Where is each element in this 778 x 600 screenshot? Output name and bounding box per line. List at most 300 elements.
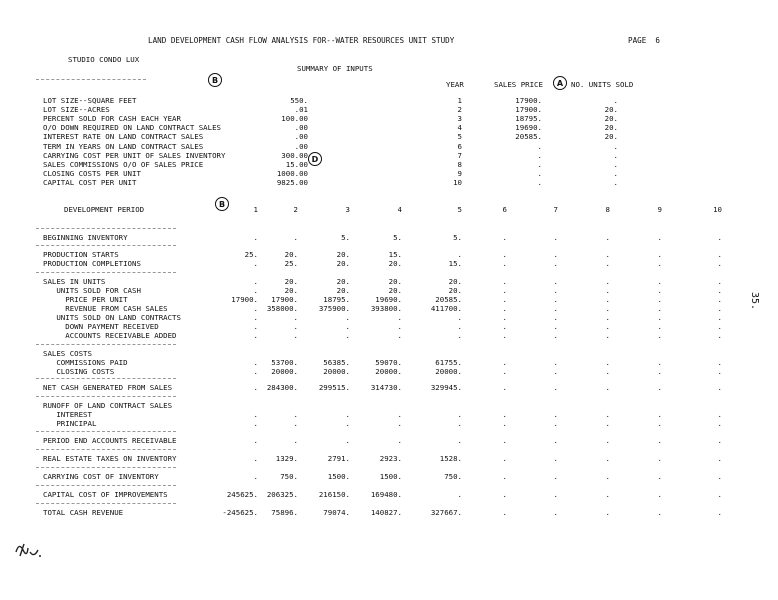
input-value: .00 <box>294 132 308 142</box>
row-value: . <box>253 454 258 463</box>
row-value: . <box>717 358 722 367</box>
row-value: . <box>502 250 507 259</box>
row-label: CARRYING COST OF INVENTORY <box>43 472 159 481</box>
input-value: 15.00 <box>285 159 308 169</box>
row-value: 20000. <box>435 367 462 376</box>
row-value: . <box>502 410 507 419</box>
row-value: . <box>397 331 402 340</box>
scan-rule <box>36 344 176 345</box>
row-value: . <box>717 410 722 419</box>
period-number: 1 <box>253 205 258 214</box>
row-value: . <box>253 436 258 445</box>
year-header: YEAR <box>446 80 464 89</box>
row-value: . <box>717 313 722 322</box>
scan-rule <box>36 449 176 450</box>
row-value: 15. <box>388 250 402 259</box>
row-value: . <box>717 419 722 428</box>
period-number: 8 <box>605 205 610 214</box>
report-title: LAND DEVELOPMENT CASH FLOW ANALYSIS FOR--WATER RESOURCES UNIT STUDY <box>148 36 455 45</box>
row-value: . <box>253 259 258 268</box>
row-value: . <box>502 259 507 268</box>
row-value: . <box>253 313 258 322</box>
row-value: . <box>457 322 462 331</box>
row-value: 61755. <box>435 358 462 367</box>
row-value: . <box>605 286 610 295</box>
row-value: 750. <box>280 472 298 481</box>
row-value: 25. <box>244 250 258 259</box>
row-value: . <box>717 367 722 376</box>
input-label: INTEREST RATE ON LAND CONTRACT SALES <box>43 132 204 142</box>
development-period-label: DEVELOPMENT PERIOD <box>64 205 145 214</box>
row-value: 20. <box>336 259 350 268</box>
row-label: ACCOUNTS RECEIVABLE ADDED <box>43 331 177 340</box>
row-value: . <box>345 419 350 428</box>
input-label: CARRYING COST PER UNIT OF SALES INVENTORY <box>43 150 226 160</box>
input-value: 1000.00 <box>276 168 308 178</box>
row-value: . <box>345 322 350 331</box>
row-value: . <box>502 472 507 481</box>
row-value: . <box>293 322 298 331</box>
period-number: 7 <box>553 205 558 214</box>
row-value: 20. <box>388 259 402 268</box>
row-value: 19690. <box>375 295 402 304</box>
marker-b-inputs: B <box>208 73 222 87</box>
price-cell: . <box>537 168 542 178</box>
row-value: . <box>397 436 402 445</box>
row-value: . <box>457 410 462 419</box>
year-cell: 9 <box>457 168 462 178</box>
row-value: 2791. <box>327 454 350 463</box>
row-value: 20. <box>448 286 462 295</box>
year-cell: 5 <box>457 132 462 142</box>
input-value: .01 <box>294 105 308 115</box>
row-value: 20. <box>448 277 462 286</box>
period-number: 5 <box>457 205 462 214</box>
row-value: . <box>657 472 662 481</box>
row-value: 1500. <box>327 472 350 481</box>
row-value: . <box>553 277 558 286</box>
row-value: . <box>345 436 350 445</box>
row-value: . <box>605 367 610 376</box>
row-value: . <box>717 295 722 304</box>
row-value: . <box>502 313 507 322</box>
row-value: . <box>457 436 462 445</box>
row-value: 20. <box>284 250 298 259</box>
row-label: CAPITAL COST OF IMPROVEMENTS <box>43 490 168 499</box>
row-value: . <box>553 295 558 304</box>
units-sold-header: NO. UNITS SOLD <box>571 80 634 89</box>
row-value: 17900. <box>271 295 298 304</box>
input-label: PERCENT SOLD FOR CASH EACH YEAR <box>43 114 181 124</box>
row-label: NET CASH GENERATED FROM SALES <box>43 383 173 392</box>
marker-d: D <box>308 152 322 166</box>
row-value: 25. <box>284 259 298 268</box>
row-value: . <box>717 508 722 517</box>
row-value: 5. <box>453 233 462 242</box>
scan-rule <box>36 503 176 504</box>
row-value: 20. <box>336 250 350 259</box>
row-value: . <box>293 419 298 428</box>
row-value: . <box>553 472 558 481</box>
row-value: 15. <box>448 259 462 268</box>
row-value: . <box>253 383 258 392</box>
row-value: . <box>253 331 258 340</box>
price-cell: . <box>537 141 542 151</box>
row-value: . <box>553 286 558 295</box>
year-cell: 1 <box>457 96 462 105</box>
row-value: 245625. <box>226 490 258 499</box>
price-cell: 20585. <box>515 132 542 142</box>
units-cell: 20. <box>604 114 618 124</box>
row-value: . <box>502 419 507 428</box>
row-label: PRODUCTION STARTS <box>43 250 119 259</box>
row-value: . <box>502 322 507 331</box>
row-value: 20585. <box>435 295 462 304</box>
units-cell: . <box>613 141 618 151</box>
row-value: 20000. <box>323 367 350 376</box>
row-value: . <box>553 383 558 392</box>
row-value: . <box>293 313 298 322</box>
row-value: . <box>397 313 402 322</box>
year-cell: 10 <box>453 177 462 187</box>
sales-price-header: SALES PRICE <box>494 80 543 89</box>
row-value: . <box>397 419 402 428</box>
input-label: TERM IN YEARS ON LAND CONTRACT SALES <box>43 141 204 151</box>
row-value: 314730. <box>370 383 402 392</box>
period-number: 4 <box>397 205 402 214</box>
period-number: 9 <box>657 205 662 214</box>
units-cell: . <box>613 150 618 160</box>
units-cell: . <box>613 177 618 187</box>
row-value: 79074. <box>323 508 350 517</box>
row-value: . <box>657 508 662 517</box>
row-value: . <box>717 436 722 445</box>
year-cell: 8 <box>457 159 462 169</box>
row-value: 20. <box>284 286 298 295</box>
row-value: 1329. <box>275 454 298 463</box>
row-value: . <box>657 410 662 419</box>
row-value: . <box>717 331 722 340</box>
scan-rule <box>36 485 176 486</box>
row-value: 411700. <box>430 304 462 313</box>
row-value: . <box>502 233 507 242</box>
row-value: . <box>657 250 662 259</box>
row-value: . <box>605 508 610 517</box>
row-value: . <box>502 367 507 376</box>
row-value: 140827. <box>370 508 402 517</box>
row-value: . <box>553 322 558 331</box>
units-cell: . <box>613 159 618 169</box>
row-label: TOTAL CASH REVENUE <box>43 508 124 517</box>
row-value: . <box>717 286 722 295</box>
row-value: 329945. <box>430 383 462 392</box>
row-value: . <box>605 295 610 304</box>
price-cell: . <box>537 159 542 169</box>
input-label: LOT SIZE--ACRES <box>43 105 110 115</box>
scan-rule <box>36 431 176 432</box>
row-value: 56385. <box>323 358 350 367</box>
units-cell: 20. <box>604 132 618 142</box>
row-value: . <box>293 410 298 419</box>
scan-rule <box>36 228 176 229</box>
scan-rule <box>36 245 176 246</box>
row-value: . <box>605 419 610 428</box>
row-value: . <box>717 304 722 313</box>
row-value: . <box>657 304 662 313</box>
row-value: . <box>293 436 298 445</box>
row-value: . <box>253 277 258 286</box>
row-label: DOWN PAYMENT RECEIVED <box>43 322 159 331</box>
row-value: 169480. <box>370 490 402 499</box>
row-value: . <box>717 233 722 242</box>
row-value: 20. <box>388 286 402 295</box>
row-value: . <box>717 454 722 463</box>
row-label: PRODUCTION COMPLETIONS <box>43 259 141 268</box>
row-value: . <box>253 286 258 295</box>
row-value: . <box>605 250 610 259</box>
year-cell: 4 <box>457 123 462 133</box>
row-value: . <box>657 358 662 367</box>
row-value: . <box>605 454 610 463</box>
row-label: PRINCIPAL <box>43 419 97 428</box>
row-value: 299515. <box>318 383 350 392</box>
row-value: 1528. <box>439 454 462 463</box>
project-name: STUDIO CONDO LUX <box>68 55 140 64</box>
row-value: . <box>717 277 722 286</box>
scan-rule <box>36 467 176 468</box>
row-value: . <box>657 383 662 392</box>
row-value: . <box>717 472 722 481</box>
row-value: . <box>553 331 558 340</box>
row-value: 17900. <box>231 295 258 304</box>
period-number: 3 <box>345 205 350 214</box>
row-value: 18795. <box>323 295 350 304</box>
row-value: . <box>605 277 610 286</box>
row-value: 327667. <box>430 508 462 517</box>
row-value: . <box>605 410 610 419</box>
row-value: 75896. <box>271 508 298 517</box>
row-label: REVENUE FROM CASH SALES <box>43 304 168 313</box>
row-value: 20000. <box>375 367 402 376</box>
row-value: 375900. <box>318 304 350 313</box>
row-label: UNITS SOLD ON LAND CONTRACTS <box>43 313 181 322</box>
row-value: 20. <box>336 277 350 286</box>
row-value: . <box>657 367 662 376</box>
row-value: . <box>253 304 258 313</box>
row-value: . <box>657 277 662 286</box>
row-value: . <box>502 295 507 304</box>
row-value: . <box>717 383 722 392</box>
row-label: CLOSING COSTS <box>43 367 115 376</box>
row-label: SALES COSTS <box>43 349 92 358</box>
row-value: . <box>253 233 258 242</box>
row-label: PERIOD END ACCOUNTS RECEIVABLE <box>43 436 177 445</box>
row-value: . <box>657 454 662 463</box>
period-number: 2 <box>293 205 298 214</box>
row-value: 53700. <box>271 358 298 367</box>
side-page-number: 35. <box>749 292 760 311</box>
row-value: . <box>605 259 610 268</box>
input-value: 9825.00 <box>276 177 308 187</box>
input-label: SALES COMMISSIONS O/O OF SALES PRICE <box>43 159 204 169</box>
row-value: . <box>457 419 462 428</box>
row-value: . <box>657 295 662 304</box>
row-value: . <box>553 358 558 367</box>
summary-title: SUMMARY OF INPUTS <box>297 64 373 73</box>
row-value: . <box>657 233 662 242</box>
scan-rule <box>36 79 146 80</box>
year-cell: 7 <box>457 150 462 160</box>
row-value: . <box>657 322 662 331</box>
row-label: REAL ESTATE TAXES ON INVENTORY <box>43 454 177 463</box>
row-value: . <box>502 508 507 517</box>
marker-b-period: B <box>215 197 229 211</box>
row-value: . <box>397 322 402 331</box>
row-value: . <box>502 331 507 340</box>
row-value: 5. <box>393 233 402 242</box>
year-cell: 6 <box>457 141 462 151</box>
row-value: . <box>717 490 722 499</box>
row-value: 20000. <box>271 367 298 376</box>
scan-rule <box>36 396 176 397</box>
row-value: . <box>657 490 662 499</box>
row-value: . <box>253 472 258 481</box>
price-cell: . <box>537 177 542 187</box>
row-value: . <box>657 259 662 268</box>
row-value: 5. <box>341 233 350 242</box>
period-number: 10 <box>713 205 722 214</box>
price-cell: 18795. <box>515 114 542 124</box>
period-number: 6 <box>502 205 507 214</box>
row-value: . <box>717 259 722 268</box>
row-value: . <box>553 508 558 517</box>
row-value: 20. <box>388 277 402 286</box>
row-label: SALES IN UNITS <box>43 277 106 286</box>
page-label: PAGE 6 <box>628 36 661 45</box>
scan-rule <box>36 378 176 379</box>
row-value: . <box>253 322 258 331</box>
row-value: . <box>605 490 610 499</box>
input-value: .00 <box>294 123 308 133</box>
row-value: . <box>553 233 558 242</box>
row-value: 20. <box>336 286 350 295</box>
row-value: . <box>457 331 462 340</box>
row-value: . <box>553 419 558 428</box>
row-value: . <box>502 454 507 463</box>
row-value: . <box>345 410 350 419</box>
row-value: . <box>657 419 662 428</box>
row-label: BEGINNING INVENTORY <box>43 233 128 242</box>
row-value: . <box>293 331 298 340</box>
row-value: . <box>502 277 507 286</box>
row-value: . <box>253 419 258 428</box>
row-value: 216150. <box>318 490 350 499</box>
row-value: 59070. <box>375 358 402 367</box>
row-value: 284300. <box>266 383 298 392</box>
row-value: -245625. <box>222 508 258 517</box>
row-value: . <box>457 250 462 259</box>
row-value: 20. <box>284 277 298 286</box>
row-value: . <box>253 410 258 419</box>
row-value: . <box>553 490 558 499</box>
units-cell: . <box>613 96 618 105</box>
row-value: . <box>457 313 462 322</box>
input-label: LOT SIZE--SQUARE FEET <box>43 96 137 105</box>
input-value: 100.00 <box>281 114 308 124</box>
row-value: . <box>345 331 350 340</box>
row-value: . <box>717 250 722 259</box>
row-value: . <box>657 436 662 445</box>
price-cell: 19690. <box>515 123 542 133</box>
row-value: . <box>553 313 558 322</box>
row-value: . <box>605 358 610 367</box>
row-value: . <box>253 358 258 367</box>
units-cell: . <box>613 168 618 178</box>
row-value: . <box>502 304 507 313</box>
scan-rule <box>36 272 176 273</box>
row-value: . <box>605 331 610 340</box>
input-value: 550. <box>290 96 308 105</box>
row-value: . <box>605 472 610 481</box>
input-label: O/O DOWN REQUIRED ON LAND CONTRACT SALES <box>43 123 221 133</box>
row-value: . <box>657 313 662 322</box>
row-value: . <box>717 322 722 331</box>
price-cell: 17900. <box>515 105 542 115</box>
row-label: COMMISSIONS PAID <box>43 358 128 367</box>
row-value: 393800. <box>370 304 402 313</box>
price-cell: . <box>537 150 542 160</box>
year-cell: 3 <box>457 114 462 124</box>
row-value: . <box>502 383 507 392</box>
row-value: . <box>502 286 507 295</box>
units-cell: 20. <box>604 123 618 133</box>
row-value: . <box>293 233 298 242</box>
row-value: 358000. <box>266 304 298 313</box>
row-value: . <box>605 436 610 445</box>
row-value: . <box>605 233 610 242</box>
row-value: . <box>553 304 558 313</box>
year-cell: 2 <box>457 105 462 115</box>
row-value: . <box>605 383 610 392</box>
row-value: 2923. <box>379 454 402 463</box>
row-value: . <box>502 490 507 499</box>
units-cell: 20. <box>604 105 618 115</box>
handwritten-scribble-mark <box>14 540 44 565</box>
row-label: RUNOFF OF LAND CONTRACT SALES <box>43 401 173 410</box>
input-value: 300.00 <box>281 150 308 160</box>
input-value: .00 <box>294 141 308 151</box>
row-value: . <box>553 259 558 268</box>
row-value: . <box>502 358 507 367</box>
row-value: . <box>657 286 662 295</box>
row-value: . <box>397 410 402 419</box>
row-value: . <box>605 322 610 331</box>
row-value: . <box>553 367 558 376</box>
row-label: INTEREST <box>43 410 92 419</box>
row-value: 206325. <box>266 490 298 499</box>
row-value: 1500. <box>379 472 402 481</box>
row-value: . <box>553 454 558 463</box>
row-value: . <box>502 436 507 445</box>
row-value: . <box>553 410 558 419</box>
row-value: 750. <box>444 472 462 481</box>
row-value: . <box>605 313 610 322</box>
row-value: . <box>657 331 662 340</box>
row-value: . <box>605 304 610 313</box>
row-label: UNITS SOLD FOR CASH <box>43 286 141 295</box>
row-value: . <box>253 367 258 376</box>
row-label: PRICE PER UNIT <box>43 295 128 304</box>
